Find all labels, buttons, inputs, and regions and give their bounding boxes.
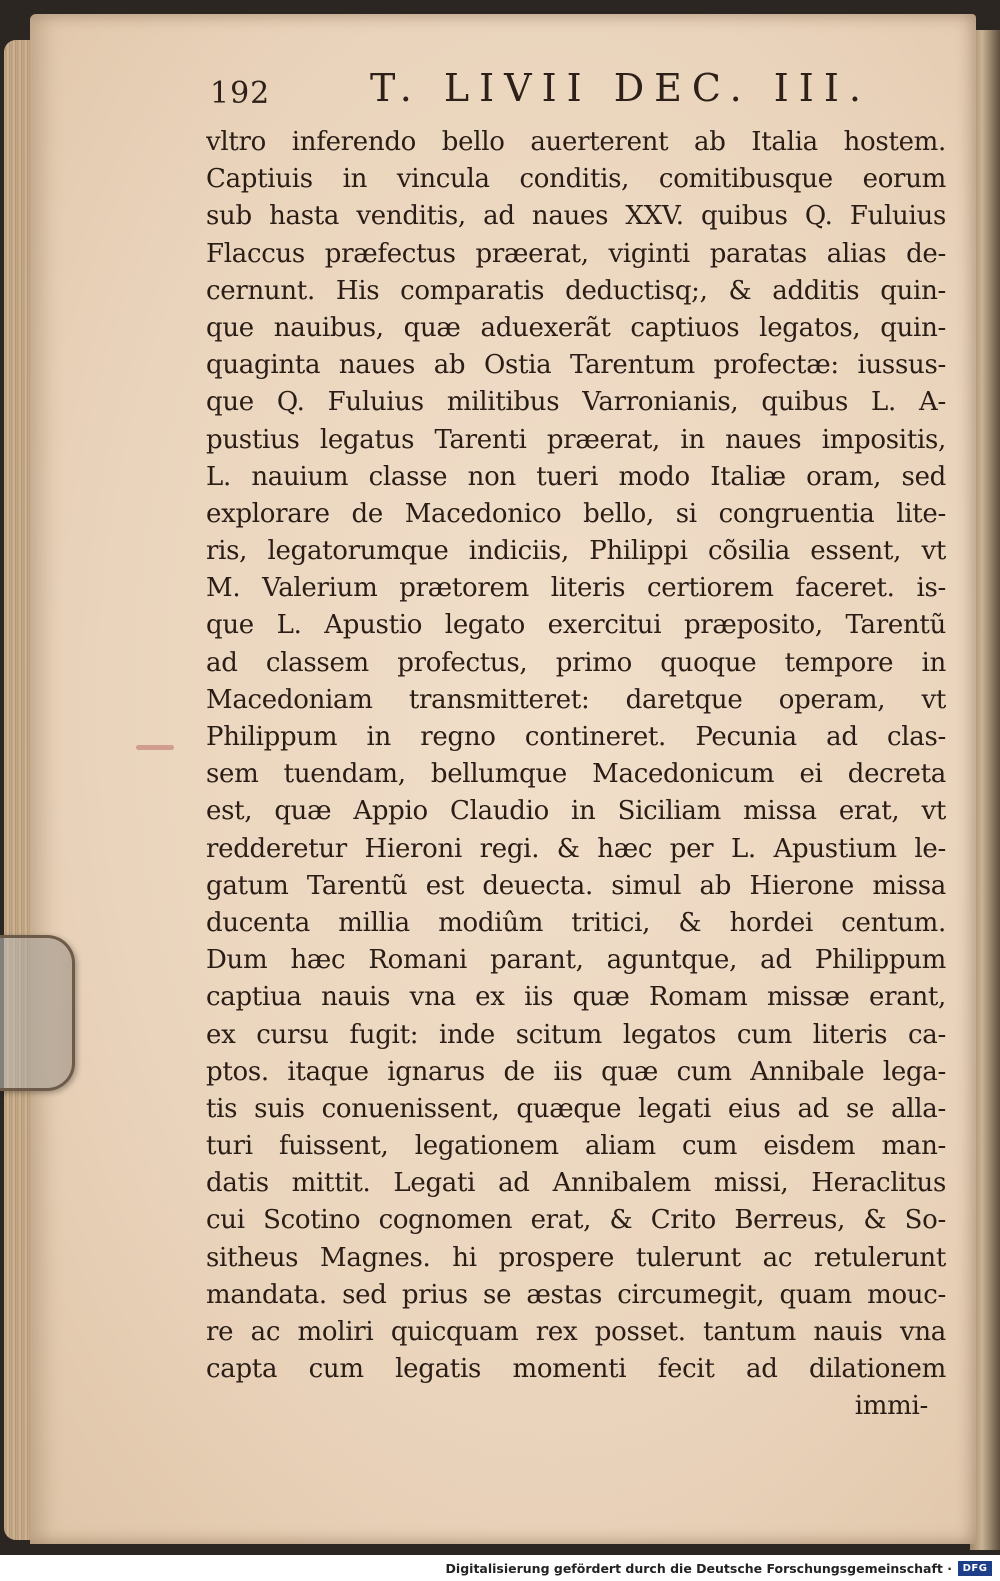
text-line: capta cum legatis momenti fecit ad dilationem xyxy=(206,1354,946,1385)
text-line: ris, legatorumque indiciis, Philippi cõsilia essent, vt xyxy=(206,536,946,567)
running-head: T. LIVII DEC. III. xyxy=(370,66,871,110)
text-line: quaginta naues ab Ostia Tarentum profectæ: iussus- xyxy=(206,350,946,381)
text-line: sitheus Magnes. hi prospere tulerunt ac retulerunt xyxy=(206,1242,946,1273)
text-line: sem tuendam, bellumque Macedonicum ei decreta xyxy=(206,759,946,790)
text-line: mandata. sed prius se æstas circumegit, quam mouc- xyxy=(206,1279,946,1310)
page-number: 192 xyxy=(210,76,271,111)
text-line: datis mittit. Legati ad Annibalem missi, Heraclitus xyxy=(206,1168,946,1199)
text-line: Flaccus præfectus præerat, viginti paratas alias de- xyxy=(206,238,946,269)
text-line: cui Scotino cognomen erat, & Crito Berreus, & So- xyxy=(206,1205,946,1236)
text-line: L. nauium classe non tueri modo Italiæ oram, sed xyxy=(206,461,946,492)
text-line: que L. Apustio legato exercitui præposito, Tarentũ xyxy=(206,610,946,641)
ink-smudge xyxy=(136,745,174,750)
text-line: que nauibus, quæ aduexerãt captiuos legatos, quin- xyxy=(206,312,946,343)
text-line: est, quæ Appio Claudio in Siciliam missa erat, vt xyxy=(206,796,946,827)
digitization-credit: Digitalisierung gefördert durch die Deutsche Forschungsgemeinschaft · xyxy=(445,1561,952,1576)
catchword: immi- xyxy=(854,1391,928,1422)
text-line: redderetur Hieroni regi. & hæc per L. Apustium le- xyxy=(206,833,946,864)
text-line: ad classem profectus, primo quoque tempore in xyxy=(206,647,946,678)
text-line: ducenta millia modiûm tritici, & hordei centum. xyxy=(206,907,946,938)
text-line: Philippum in regno contineret. Pecunia ad clas- xyxy=(206,722,946,752)
text-line: cernunt. His comparatis deductisq;, & additis quin- xyxy=(206,275,946,306)
text-line: Captiuis in vincula conditis, comitibusque eorum xyxy=(206,164,946,195)
text-line: vltro inferendo bello auerterent ab Italia hostem. xyxy=(206,127,946,157)
book-clasp xyxy=(0,935,75,1091)
text-line: ex cursu fugit: inde scitum legatos cum literis ca- xyxy=(206,1019,946,1050)
text-line: Macedoniam transmitteret: daretque operam, vt xyxy=(206,684,946,715)
text-line: Dum hæc Romani parant, aguntque, ad Philippum xyxy=(206,945,946,976)
text-line: sub hasta venditis, ad naues XXV. quibus Q. Fuluius xyxy=(206,201,946,232)
text-line: turi fuissent, legationem aliam cum eisdem man- xyxy=(206,1131,946,1162)
body-text xyxy=(206,124,946,1424)
text-line: re ac moliri quicquam rex posset. tantum nauis vna xyxy=(206,1317,946,1347)
dfg-logo: DFG xyxy=(958,1561,992,1576)
page-header xyxy=(210,66,871,116)
text-line: pustius legatus Tarenti præerat, in naues impositis, xyxy=(206,424,946,455)
text-line: ptos. itaque ignarus de iis quæ cum Annibale lega- xyxy=(206,1056,946,1087)
text-line: M. Valerium prætorem literis certiorem faceret. is- xyxy=(206,573,946,604)
text-line: que Q. Fuluius militibus Varronianis, quibus L. A- xyxy=(206,387,946,418)
text-line: tis suis conuenissent, quæque legati eius ad se alla- xyxy=(206,1093,946,1124)
text-line: captiua nauis vna ex iis quæ Romam missæ erant, xyxy=(206,982,946,1013)
text-line: explorare de Macedonico bello, si congruentia lite- xyxy=(206,498,946,529)
text-line: gatum Tarentũ est deuecta. simul ab Hierone missa xyxy=(206,870,946,901)
footer-strip xyxy=(0,1555,1000,1581)
